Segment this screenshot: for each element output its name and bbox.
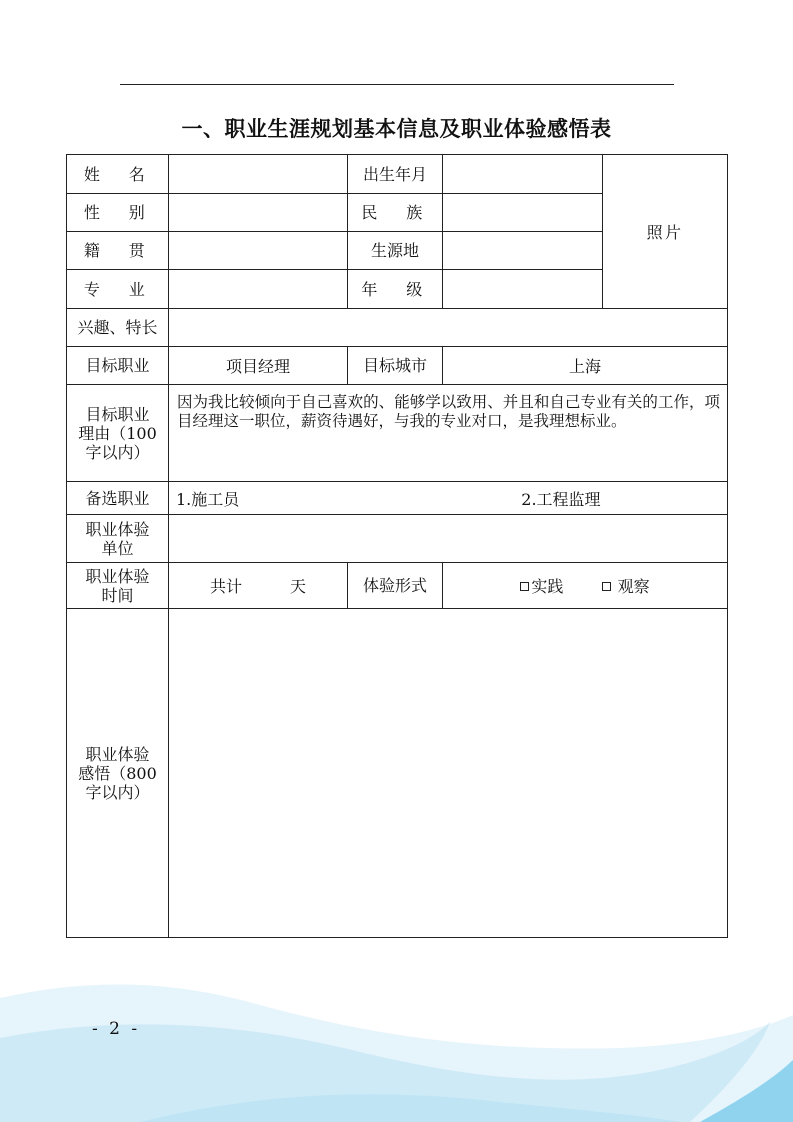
major-label: 专 业	[67, 270, 169, 309]
unit-label	[67, 515, 169, 563]
ethnicity-label: 民 族	[348, 194, 443, 232]
insight-label-line1: 职业体验	[85, 744, 150, 764]
page-number: - 2 -	[92, 1019, 141, 1039]
insight-field[interactable]	[169, 609, 728, 938]
observe-option-label: 观察	[617, 577, 650, 596]
time-label-line2: 时间	[101, 585, 134, 605]
page-title: 一、职业生涯规划基本信息及职业体验感悟表	[181, 117, 612, 141]
insight-label	[67, 609, 169, 938]
reason-label-line1: 目标职业	[85, 404, 150, 424]
time-label-line1: 职业体验	[85, 566, 150, 586]
grade-label: 年 级	[348, 270, 443, 309]
gender-field[interactable]	[169, 194, 348, 232]
hometown-label: 籍 贯	[67, 232, 169, 270]
time-label	[67, 563, 169, 609]
target-city-value[interactable]: 上海	[443, 347, 728, 385]
photo-box[interactable]	[603, 155, 728, 309]
target-city-label: 目标城市	[348, 347, 443, 385]
unit-field[interactable]	[169, 515, 728, 563]
ethnicity-field[interactable]	[443, 194, 603, 232]
origin-field[interactable]	[443, 232, 603, 270]
alternative-1: 1.施工员	[176, 489, 240, 509]
practice-option-label: 实践	[531, 577, 564, 596]
target-job-label: 目标职业	[67, 347, 169, 385]
name-field[interactable]	[169, 155, 348, 194]
exp-type-label: 体验形式	[348, 563, 443, 609]
unit-label-line2: 单位	[101, 538, 134, 558]
reason-label-line3: 字以内）	[85, 442, 150, 462]
origin-label: 生源地	[348, 232, 443, 270]
photo-label: 照片	[646, 223, 684, 242]
time-total[interactable]: 共计 天	[169, 563, 348, 609]
practice-checkbox[interactable]	[520, 582, 529, 591]
alternative-2: 2.工程监理	[521, 489, 601, 509]
hobbies-field[interactable]	[169, 309, 728, 347]
hobbies-label: 兴趣、特长	[67, 309, 169, 347]
observe-checkbox[interactable]	[602, 582, 611, 591]
birth-label: 出生年月	[348, 155, 443, 194]
gender-label: 性 别	[67, 194, 169, 232]
grade-field[interactable]	[443, 270, 603, 309]
unit-label-line1: 职业体验	[85, 519, 150, 539]
reason-text[interactable]: 因为我比较倾向于自己喜欢的、能够学以致用、并且和自己专业有关的工作，项目经理这一职位，薪资待遇好，与我的专业对口，是我理想标业。	[169, 385, 728, 482]
name-label: 姓 名	[67, 155, 169, 194]
exp-type-options	[443, 563, 728, 609]
decorative-wave	[0, 960, 793, 1122]
major-field[interactable]	[169, 270, 348, 309]
info-form-table	[66, 154, 728, 938]
birth-field[interactable]	[443, 155, 603, 194]
insight-label-line3: 字以内）	[85, 782, 150, 802]
alternative-label: 备选职业	[67, 482, 169, 515]
reason-label-line2: 理由（100	[78, 423, 157, 443]
hometown-field[interactable]	[169, 232, 348, 270]
target-job-value[interactable]: 项目经理	[169, 347, 348, 385]
insight-label-line2: 感悟（800	[78, 763, 157, 783]
alternative-field[interactable]	[169, 482, 728, 515]
reason-label	[67, 385, 169, 482]
header-rule	[120, 84, 674, 85]
